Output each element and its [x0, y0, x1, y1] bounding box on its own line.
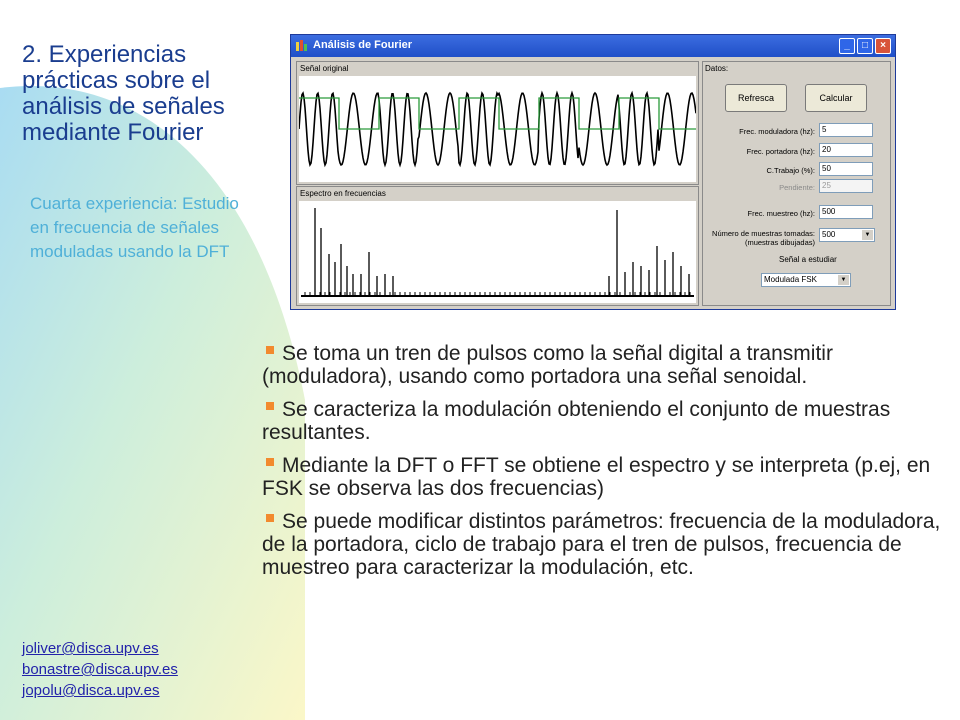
email-list: [22, 638, 178, 701]
duty-cycle-label: C.Trabajo (%):: [766, 166, 815, 175]
square-bullet-icon: [266, 458, 274, 466]
fsk-signal-waveform: [299, 76, 696, 182]
square-bullet-icon: [266, 514, 274, 522]
square-bullet-icon: [266, 402, 274, 410]
frequency-spectrum-plot: [299, 201, 696, 303]
bullet-item-4: Se puede modificar distintos parámetros: frecuencia de la moduladora, de la portadora, ciclo de trabajo para el tren de pulsos, frecuencia de muestreo para caracterizar la modulación, etc.: [262, 510, 941, 579]
bullet-item-1: Se toma un tren de pulsos como la señal digital a transmitir (moduladora), usando como portadora una señal senoidal.: [262, 342, 833, 388]
email-link-bonastre[interactable]: bonastre@disca.upv.es: [22, 661, 178, 678]
refresh-button[interactable]: Refresca: [725, 84, 787, 112]
data-panel-label: Datos:: [705, 64, 729, 73]
maximize-button[interactable]: □: [857, 38, 873, 54]
modulator-freq-label: Frec. moduladora (hz):: [739, 127, 815, 136]
samples-sublabel: (muestras dibujadas): [744, 238, 815, 247]
chevron-down-icon[interactable]: ▼: [862, 230, 873, 240]
window-titlebar[interactable]: [291, 35, 895, 57]
carrier-freq-input[interactable]: 20: [819, 143, 873, 157]
window-title: Análisis de Fourier: [313, 39, 413, 51]
email-link-jopolu[interactable]: jopolu@disca.upv.es: [22, 682, 160, 699]
slide-subtitle: Cuarta experiencia: Estudio en frecuencia de señales moduladas usando la DFT: [30, 194, 239, 261]
sampling-freq-input[interactable]: 500: [819, 205, 873, 219]
close-button[interactable]: ×: [875, 38, 891, 54]
chevron-down-icon[interactable]: ▼: [838, 275, 849, 285]
fourier-analysis-window: [290, 34, 896, 310]
samples-select-value: 500: [822, 230, 836, 239]
carrier-freq-label: Frec. portadora (hz):: [746, 147, 815, 156]
spectrum-panel: [296, 186, 699, 306]
samples-select[interactable]: [819, 228, 875, 242]
slide-title: 2. Experiencias prácticas sobre el análisis de señales mediante Fourier: [22, 41, 225, 146]
email-link-joliver[interactable]: joliver@disca.upv.es: [22, 640, 159, 657]
calculate-button[interactable]: Calcular: [805, 84, 867, 112]
minimize-button[interactable]: _: [839, 38, 855, 54]
signal-plot: [299, 76, 696, 182]
signal-type-select-value: Modulada FSK: [764, 275, 817, 284]
samples-label: Número de muestras tomadas:: [712, 229, 815, 238]
spectrum-panel-label: Espectro en frecuencias: [300, 189, 386, 198]
bullet-item-3: Mediante la DFT o FFT se obtiene el espectro y se interpreta (p.ej, en FSK se observa las dos frecuencias): [262, 454, 931, 500]
spectrum-plot: [299, 201, 696, 303]
app-icon: [295, 39, 309, 53]
square-bullet-icon: [266, 346, 274, 354]
slope-input: 25: [819, 179, 873, 193]
slope-label: Pendiente:: [779, 183, 815, 192]
signal-type-select[interactable]: [761, 273, 851, 287]
duty-cycle-input[interactable]: 50: [819, 162, 873, 176]
signal-type-label: Señal a estudiar: [779, 255, 837, 264]
bullet-list: [262, 342, 942, 589]
signal-panel-label: Señal original: [300, 64, 349, 73]
sampling-freq-label: Frec. muestreo (hz):: [747, 209, 815, 218]
signal-panel: [296, 61, 699, 185]
modulator-freq-input[interactable]: 5: [819, 123, 873, 137]
bullet-item-2: Se caracteriza la modulación obteniendo el conjunto de muestras resultantes.: [262, 398, 891, 444]
